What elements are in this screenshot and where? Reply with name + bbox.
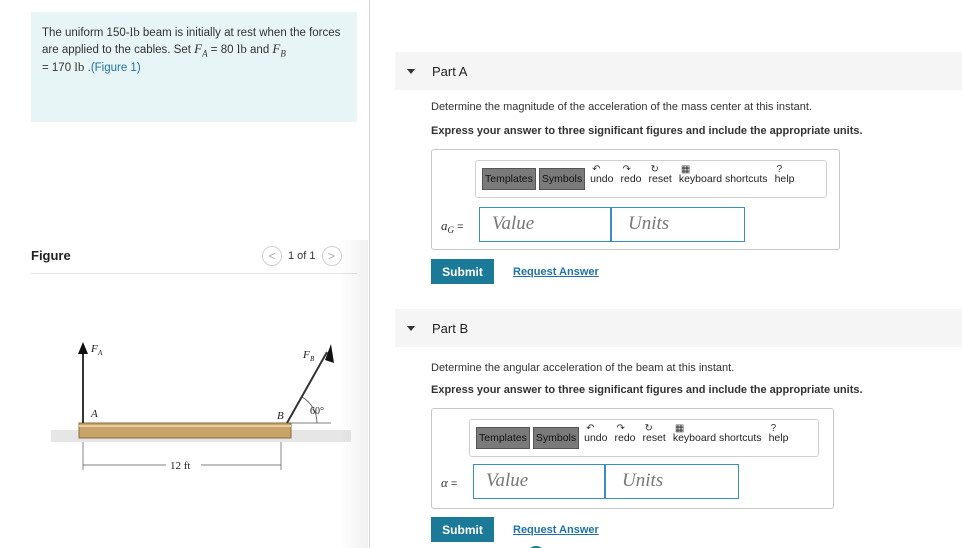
label-length: 12 ft [170, 460, 191, 472]
part-a-question: Determine the magnitude of the acceleration of the mass center at this instant. [431, 101, 812, 113]
help-label: help [768, 432, 789, 444]
redo-button[interactable] [612, 423, 637, 444]
templates-button[interactable]: Templates [482, 168, 536, 190]
part-b-units-input[interactable]: Units [605, 464, 739, 499]
label-fa-sub: A [98, 349, 103, 357]
symbols-button[interactable]: Symbols [533, 427, 579, 449]
label-a: A [91, 408, 98, 420]
chevron-left-icon: < [268, 249, 276, 263]
chevron-right-icon: > [328, 249, 336, 263]
part-a-answer-label [441, 218, 463, 235]
undo-label: undo [584, 432, 608, 444]
reset-icon: ↻ [644, 423, 653, 434]
part-a-answer-box [431, 149, 840, 250]
figure-pager [262, 246, 342, 266]
reset-label: reset [642, 432, 666, 444]
figure-link[interactable]: (Figure 1) [90, 61, 141, 74]
problem-text: and [246, 43, 273, 56]
figure-divider [31, 273, 357, 274]
part-b-question: Determine the angular acceleration of the beam at this instant. [431, 362, 735, 374]
redo-icon: ↷ [622, 164, 631, 175]
help-icon: ? [776, 164, 783, 175]
part-b-request-answer-link[interactable]: Request Answer [513, 524, 599, 536]
arrow-fa-icon [78, 342, 88, 354]
unit-lb: lb [129, 24, 140, 39]
undo-label: undo [590, 173, 614, 185]
part-b-submit-button[interactable]: Submit [431, 517, 494, 542]
part-b-title: Part B [432, 320, 469, 336]
reset-button[interactable] [647, 164, 674, 185]
keyboard-shortcuts-button[interactable] [677, 164, 770, 185]
shortcuts-label: keyboard shortcuts [672, 432, 762, 444]
label-b: B [277, 410, 284, 422]
part-b-value-input[interactable]: Value [473, 464, 605, 499]
next-figure-button[interactable] [322, 246, 342, 266]
problem-text: beam is initially at rest when the forces are applied to the cables. Set [42, 27, 341, 56]
redo-label: redo [620, 173, 642, 185]
label-angle: 60° [310, 406, 324, 417]
part-a-units-input[interactable]: Units [611, 207, 745, 242]
undo-icon: ↶ [586, 423, 595, 434]
keyboard-icon: ▦ [680, 164, 691, 175]
shortcuts-label: keyboard shortcuts [678, 173, 768, 185]
panel-divider[interactable] [369, 0, 370, 548]
part-a-instruction: Express your answer to three significant figures and include the appropriate units. [431, 125, 863, 137]
label-fa: F [91, 343, 98, 355]
keyboard-icon: ▦ [674, 423, 685, 434]
symbols-button[interactable]: Symbols [539, 168, 585, 190]
part-b-toolbar [469, 419, 819, 457]
caret-down-icon [407, 69, 415, 74]
part-a-submit-button[interactable]: Submit [431, 259, 494, 284]
beam-diagram [31, 330, 357, 480]
redo-icon: ↷ [616, 423, 625, 434]
keyboard-shortcuts-button[interactable] [671, 423, 764, 444]
problem-text: = 80 [207, 43, 237, 56]
part-a-title: Part A [432, 63, 468, 79]
help-icon: ? [770, 423, 777, 434]
help-button[interactable] [767, 423, 791, 444]
panel-shadow [340, 240, 368, 548]
reset-button[interactable] [641, 423, 668, 444]
redo-label: redo [614, 432, 636, 444]
label-fb-sub: B [310, 355, 315, 363]
part-b-answer-label [441, 475, 457, 491]
part-a-header[interactable] [395, 52, 962, 90]
problem-text: . [84, 61, 91, 74]
equals-sign: = [454, 221, 464, 233]
part-a-toolbar [475, 160, 827, 198]
unit-lb: lb [74, 58, 85, 74]
prev-figure-button[interactable] [262, 246, 282, 266]
undo-icon: ↶ [592, 164, 601, 175]
help-button[interactable] [773, 164, 797, 185]
figure-title: Figure [31, 248, 71, 263]
problem-text: The uniform 150- [42, 27, 130, 39]
equals-sign: = [447, 478, 458, 490]
pager-count: 1 of 1 [288, 250, 316, 262]
var-sub-g: G [447, 225, 454, 236]
part-a-value-input[interactable]: Value [479, 207, 611, 242]
problem-statement [31, 12, 357, 122]
label-fb: F [303, 349, 310, 361]
reset-label: reset [648, 173, 672, 185]
var-alpha: α [441, 475, 448, 490]
problem-text: = 170 [42, 61, 75, 74]
help-label: help [774, 173, 795, 185]
part-a-request-answer-link[interactable]: Request Answer [513, 266, 599, 278]
unit-lb: lb [236, 40, 247, 56]
var-a: a [441, 218, 448, 233]
reset-icon: ↻ [650, 164, 659, 175]
fa-symbol: F [194, 40, 203, 56]
undo-button[interactable] [588, 164, 615, 185]
part-b-instruction: Express your answer to three significant figures and include the appropriate units. [431, 384, 863, 396]
left-panel [0, 0, 370, 548]
redo-button[interactable] [618, 164, 643, 185]
undo-button[interactable] [582, 423, 609, 444]
part-b-answer-box [431, 408, 834, 509]
part-b-header[interactable] [395, 309, 962, 347]
fb-symbol: F [272, 40, 281, 56]
templates-button[interactable]: Templates [476, 427, 530, 449]
caret-down-icon [407, 326, 415, 331]
fb-subscript: B [280, 48, 286, 59]
fa-subscript: A [202, 48, 208, 59]
